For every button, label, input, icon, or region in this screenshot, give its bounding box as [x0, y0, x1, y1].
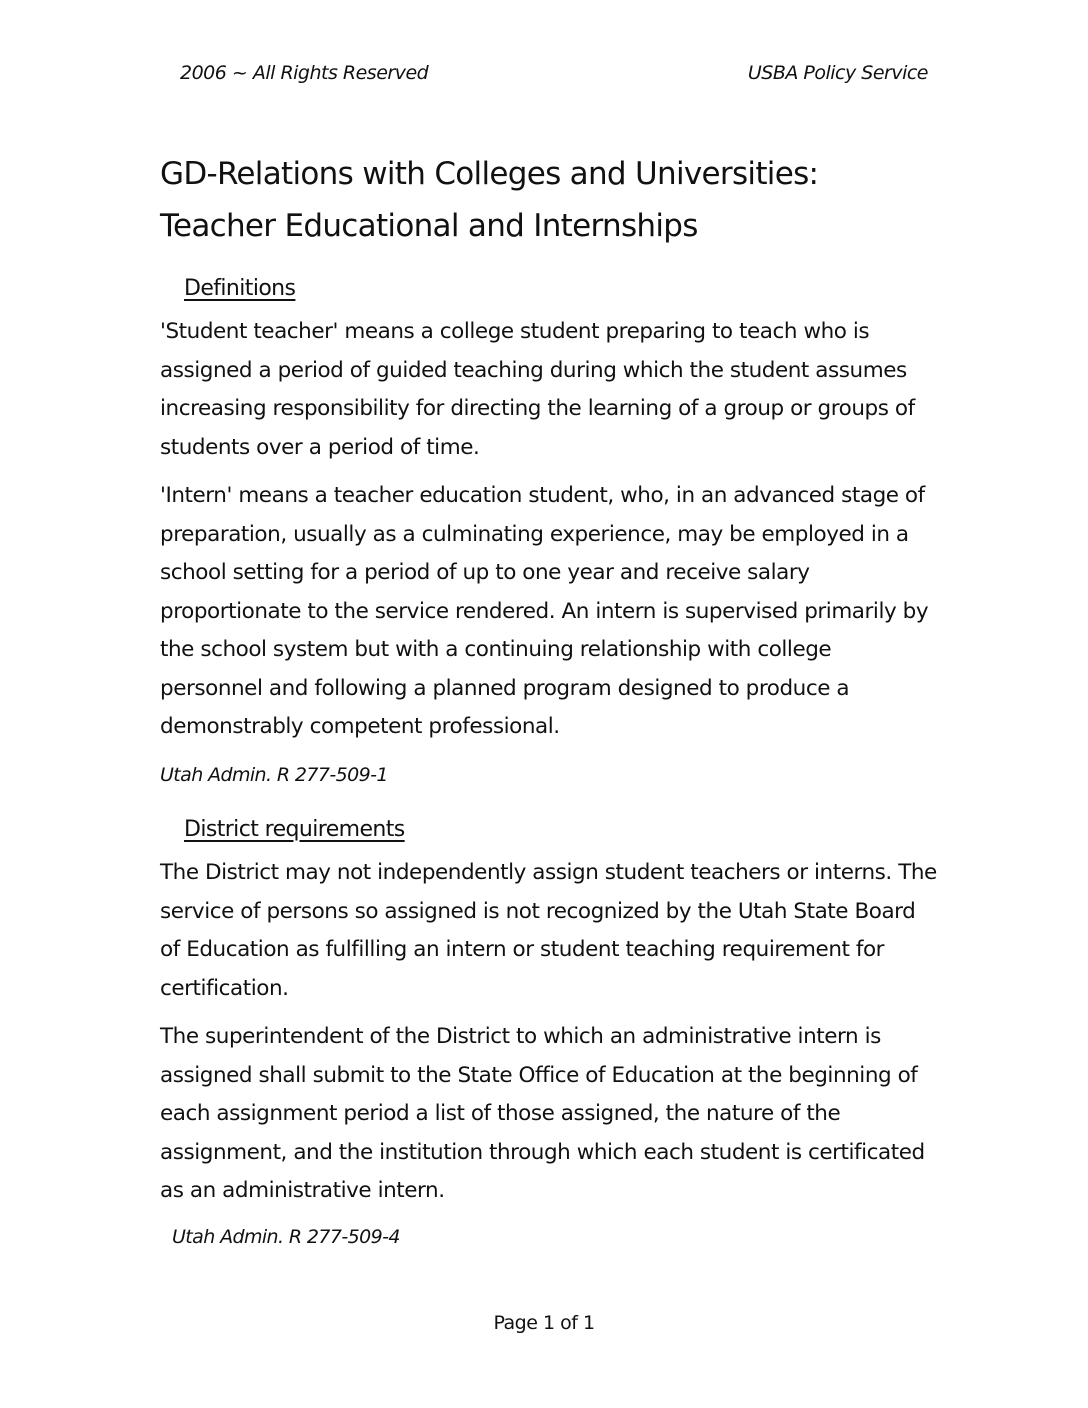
page-number: Page 1 of 1 — [493, 1312, 595, 1334]
paragraph-student-teacher-definition: 'Student teacher' means a college student preparing to teach who is assigned a period of guided teaching during which the student assumes increasing responsibility for directing the learning of a group or groups of students over a period of time. — [160, 319, 915, 460]
paragraph-superintendent-reporting: The superintendent of the District to which an administrative intern is assigned shall submit to the State Office of Education at the beginning of each assignment period a list of those assigned, the nature of the assignment, and the institution through which each student is certificated as an administrative intern. — [160, 1024, 925, 1203]
citation-district-requirements: Utah Admin. R 277-509-4 — [172, 1226, 400, 1248]
paragraph-intern-definition: 'Intern' means a teacher education student, who, in an advanced stage of preparation, usually as a culminating experience, may be employed in a school setting for a period of up to one year and receive salary proportionate to the service rendered. An intern is supervised primarily by the school system but with a continuing relationship with college personnel and following a planned program designed to produce a demonstrably competent professional. — [160, 483, 929, 739]
citation-definitions: Utah Admin. R 277-509-1 — [160, 764, 388, 786]
policy-title: GD-Relations with Colleges and Universities: Teacher Educational and Internships — [160, 156, 819, 244]
section-heading-definitions: Definitions — [184, 276, 296, 301]
section-heading-district-requirements: District requirements — [184, 817, 405, 842]
paragraph-assignment-restriction: The District may not independently assign student teachers or interns. The service of persons so assigned is not recognized by the Utah State Board of Education as fulfilling an intern or student teaching requirement for certification. — [160, 860, 937, 1001]
header-service-name: USBA Policy Service — [747, 62, 928, 84]
header-copyright: 2006 ~ All Rights Reserved — [180, 62, 429, 84]
